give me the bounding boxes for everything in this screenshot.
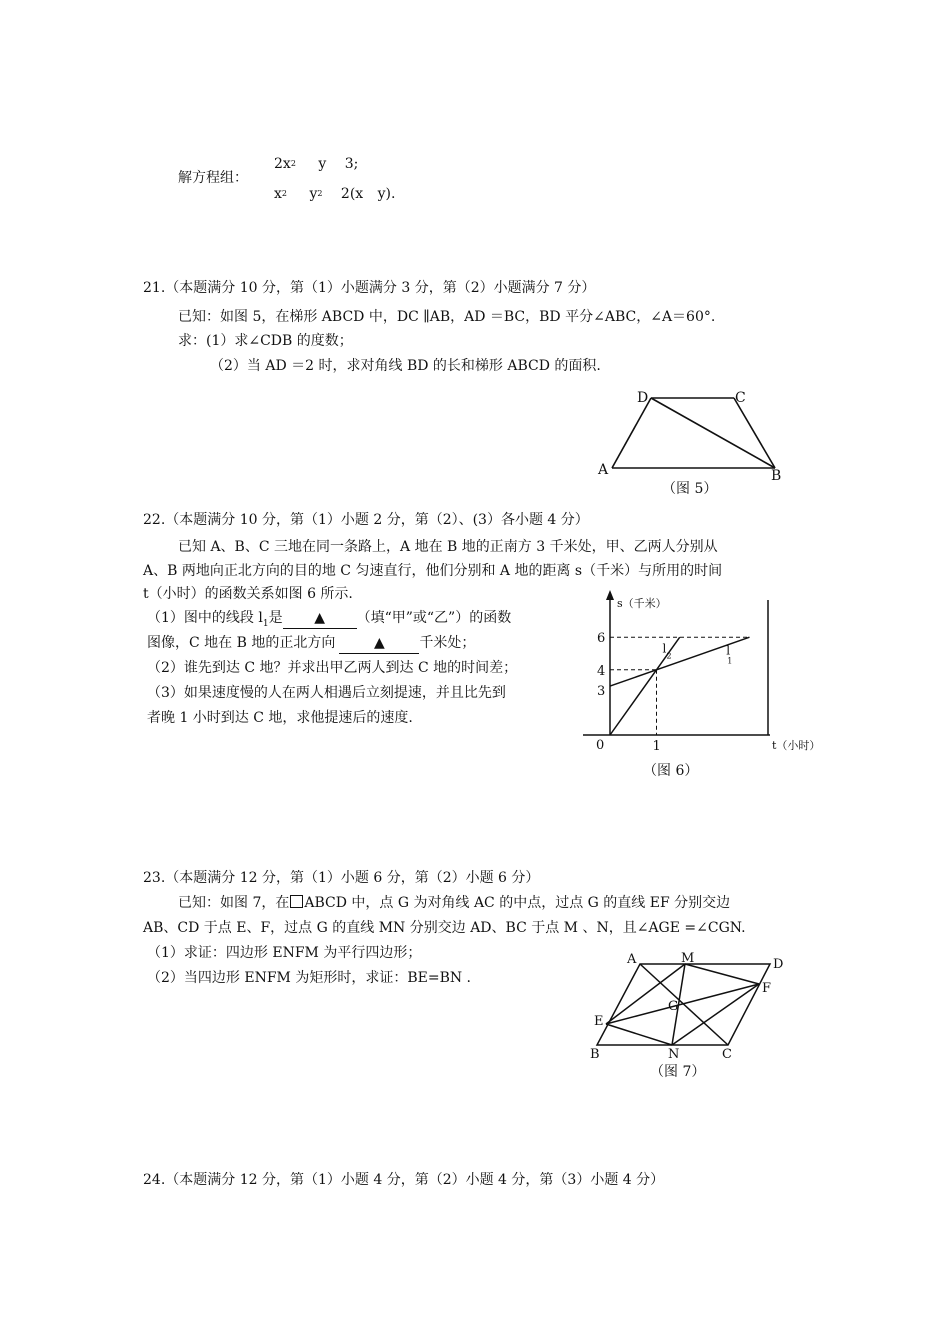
answer-blank-1[interactable]: ▲: [283, 608, 357, 629]
q24-header: 24.（本题满分 12 分，第（1）小题 4 分，第（2）小题 4 分，第（3）小题 4 分）: [143, 1172, 665, 1188]
q22-sub-3-line-2: 者晚 1 小时到达 C 地，求他提速后的速度.: [147, 710, 413, 726]
fig7-label-N: N: [668, 1047, 680, 1062]
fig7-label-G: G: [668, 999, 679, 1014]
fig7-line-EF: [606, 984, 759, 1024]
q21-header: 21.（本题满分 10 分，第（1）小题满分 3 分，第（2）小题满分 7 分）: [143, 280, 596, 296]
fig7-diagonal-AC: [640, 964, 728, 1045]
eq-row-1: 2x2 y 3;: [274, 156, 359, 172]
q23-sub-1: （1）求证：四边形 ENFM 为平行四边形；: [147, 945, 422, 961]
fig7-label-B: B: [590, 1047, 600, 1062]
q21-given: 已知：如图 5，在梯形 ABCD 中，DC ∥AB，AD ＝BC，BD 平分∠ABC，∠A＝60°.: [178, 309, 716, 325]
fig6-tick-y4: 4: [597, 663, 606, 679]
q21-ask-2: （2）当 AD ＝2 时，求对角线 BD 的长和梯形 ABCD 的面积.: [210, 358, 601, 374]
q22-sub-3-line-1: （3）如果速度慢的人在两人相遇后立刻提速，并且比先到: [147, 685, 506, 701]
fig7-label-E: E: [594, 1014, 604, 1029]
fig7-label-C: C: [722, 1047, 732, 1062]
q23-sub-2: （2）当四边形 ENFM 为矩形时，求证：BE=BN .: [147, 970, 472, 986]
q21-ask-1: 求：(1）求∠CDB 的度数；: [178, 333, 353, 349]
fig5-label-B: B: [771, 468, 782, 484]
fig7-label-A: A: [627, 952, 637, 967]
fig7-side-FN: [672, 984, 759, 1045]
fig6-origin: 0: [596, 738, 605, 753]
answer-blank-2[interactable]: ▲: [339, 633, 419, 654]
fig7-label-F: F: [762, 981, 772, 996]
fig6-tick-x1: 1: [652, 739, 661, 754]
q23-para-1: 已知：如图 7，在 ABCD 中，点 G 为对角线 AC 的中点，过点 G 的直线 EF 分别交边: [178, 895, 731, 911]
q22-sub-1-line-1: （1）图中的线段 $l_1$是 ▲ （填“甲”或“乙”）的函数: [147, 610, 512, 629]
q22-para-3: t（小时）的函数关系如图 6 所示.: [143, 586, 353, 602]
fig6-tick-y3: 3: [597, 684, 606, 700]
fig6-x-label: t（小时）: [772, 739, 821, 752]
fig7-side-MF: [685, 964, 759, 984]
eq-row-2: x2 y2 2(x y).: [274, 186, 396, 202]
q22-sub-2: （2）谁先到达 C 地？并求出甲乙两人到达 C 地的时间差；: [147, 660, 518, 676]
fig7-caption: （图 7）: [650, 1064, 706, 1080]
fig7-label-D: D: [773, 957, 784, 972]
fig5-caption: （图 5）: [662, 481, 718, 497]
q23-para-2: AB、CD 于点 E、F，过点 G 的直线 MN 分别交边 AD、BC 于点 M 、N，且∠AGE =∠CGN.: [143, 920, 746, 936]
q22-para-1: 已知 A、B、C 三地在同一条路上，A 地在 B 地的正南方 3 千米处，甲、乙两人分别从: [178, 539, 718, 555]
fig6-label-l1: l: [726, 643, 731, 658]
fig7-side-NE: [606, 1024, 672, 1045]
q22-para-2: A、B 两地向正北方向的目的地 C 匀速直行，他们分别和 A 地的距离 s（千米）与所用的时间: [143, 563, 723, 579]
q23-header: 23.（本题满分 12 分，第（1）小题 6 分，第（2）小题 6 分）: [143, 870, 540, 886]
fig6-label-l2: l: [662, 641, 667, 656]
fig6-y-label: s（千米）: [617, 597, 667, 610]
fig5-label-C: C: [735, 390, 746, 406]
eq-system-label: 解方程组：: [178, 170, 248, 186]
fig6-label-l2-sub: 2: [666, 651, 672, 661]
fig7-label-M: M: [681, 951, 695, 966]
fig6-caption: （图 6）: [643, 763, 699, 779]
fig6-tick-y6: 6: [597, 631, 606, 647]
fig5-label-A: A: [598, 462, 609, 478]
fig6-label-l1-sub: 1: [727, 656, 733, 666]
q22-header: 22.（本题满分 10 分，第（1）小题 2 分，第（2）、(3）各小题 4 分）: [143, 512, 589, 528]
fig5-label-D: D: [637, 390, 649, 406]
q22-sub-1-line-2: 图像，C 地在 B 地的正北方向 ▲ 千米处；: [147, 633, 475, 654]
